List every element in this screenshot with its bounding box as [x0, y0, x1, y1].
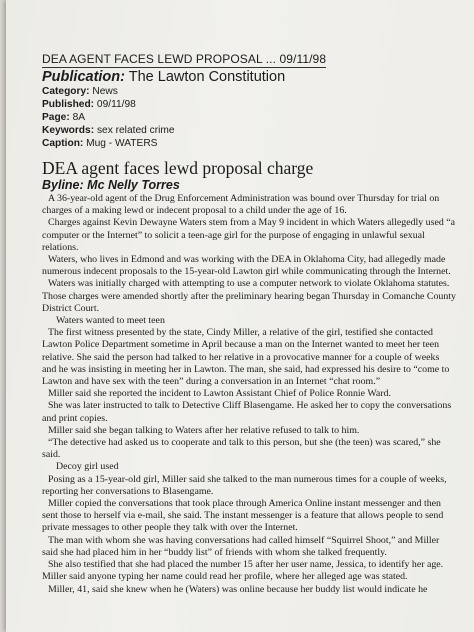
keywords-value: sex related crime	[96, 125, 175, 136]
headline: DEA AGENT FACES LEWD PROPOSAL ... 09/11/98	[42, 52, 327, 66]
article-header	[42, 50, 462, 150]
document-page	[6, 0, 474, 632]
paragraph: Waters, who lives in Edmond and was working with the DEA in Oklahoma City, had allegedly made numerous indecent proposals to the 15-year-old Lawton girl while communicating through the Internet.	[42, 254, 451, 278]
page-line	[42, 111, 462, 124]
category-value: News	[92, 86, 118, 97]
published-value: 09/11/98	[96, 99, 136, 110]
paragraph: Miller said she reported the incident to Lawton Assistant Chief of Police Ronnie Ward.	[48, 388, 391, 400]
paragraph: The first witness presented by the state, Cindy Miller, a relative of the girl, testified she contacted Lawton Police Department sometime in April because a man on the Internet wanted to meet her teen relative. She said the person had talked to her relative in a provocative manner for a couple of weeks and he was insisting in meeting her in Lawton. The man, she said, had expressed his desire to “come to Lawton and have sex with the teen” during a conversation in an Internet “chat room.”	[42, 327, 450, 388]
paragraph: Charges against Kevin Dewayne Waters stem from a May 9 incident in which Waters allegedly used “a computer or the Internet” to solicit a teen-age girl for the purpose of engaging in unlawful sexual relations.	[42, 217, 456, 253]
article-title: DEA agent faces lewd proposal charge	[42, 158, 314, 178]
page-value: 8A	[72, 112, 86, 123]
published-label: Published:	[42, 99, 95, 110]
paragraph: She was later instructed to talk to Detective Cliff Blasengame. He asked her to copy the conversations and print copies.	[42, 400, 452, 424]
byline-value: Mc Nelly Torres	[87, 178, 180, 192]
caption-label: Caption:	[42, 138, 84, 149]
category-line	[42, 85, 462, 98]
caption-value: Mug - WATERS	[86, 138, 158, 149]
paragraph: Miller said she began talking to Waters after her relative refused to talk to him.	[48, 424, 360, 436]
category-label: Category:	[42, 86, 90, 97]
paragraph: Miller copied the conversations that took place through America Online instant messenger and then sent those to herself via e-mail, she said. The instant messenger is a feature that allows people to send private messages to other people they talk with over the Internet.	[42, 498, 444, 534]
article-body	[42, 193, 456, 596]
subheading: Waters wanted to meet teen	[56, 315, 165, 327]
publication-line	[42, 69, 462, 85]
caption-line	[42, 137, 462, 150]
paragraph: The man with whom she was having conversations had called himself “Squirrel Shoot,” and Miller said she had placed him in her “buddy list” of friends with whom she talked frequently.	[42, 534, 440, 558]
paragraph: Waters was initially charged with attempting to use a computer network to violate Oklahoma statutes. Those charges were amended shortly after the preliminary hearing began Thursday in Comanche County District Court.	[42, 278, 456, 314]
article	[42, 158, 456, 596]
paragraph: Miller, 41, said she knew when he (Waters) was online because her buddy list would indicate he	[48, 583, 428, 595]
byline-label: Byline:	[42, 178, 84, 192]
subheading: Decoy girl used	[56, 461, 119, 473]
paragraph: She also testified that she had placed the number 15 after her user name, Jessica, to identify her age. Miller said anyone typing her name could read her profile, where her alleged age was stated.	[42, 559, 444, 583]
paragraph: A 36-year-old agent of the Drug Enforcement Administration was bound over Thursday for trial on charges of a making lewd or indecent proposal to a child under the age of 16.	[42, 193, 440, 217]
page-label: Page:	[42, 112, 70, 123]
paragraph: “The detective had asked us to cooperate and talk to this person, but she (the teen) was scared,” she said.	[42, 437, 441, 461]
publication-value: The Lawton Constitution	[128, 69, 286, 85]
keywords-label: Keywords:	[42, 125, 95, 136]
published-line	[42, 98, 462, 111]
byline	[42, 178, 456, 192]
publication-label: Publication:	[42, 69, 125, 85]
keywords-line	[42, 124, 462, 137]
paragraph: Posing as a 15-year-old girl, Miller said she talked to the man numerous times for a couple of weeks, reporting her conversations to Blasengame.	[42, 473, 447, 497]
